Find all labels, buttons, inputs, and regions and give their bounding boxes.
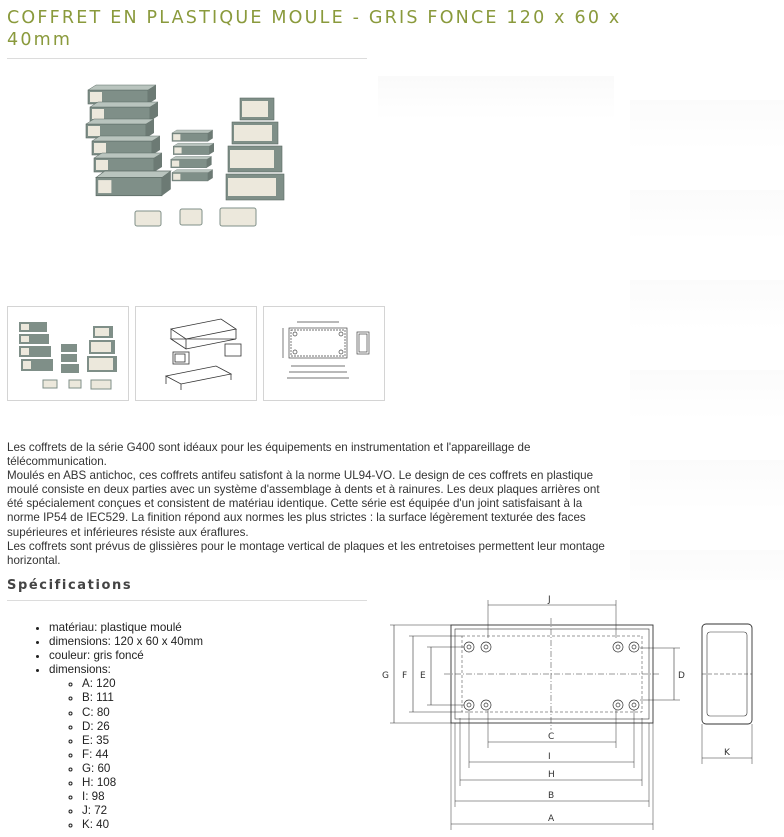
- specifications-list: [33, 621, 203, 832]
- dimension-sublist: [49, 677, 203, 832]
- enclosure-photo-icon: [13, 314, 123, 394]
- dimension-drawing-icon: [269, 314, 379, 394]
- product-title: COFFRET EN PLASTIQUE MOULE - GRIS FONCE 120 x 60 x 40mm: [7, 8, 622, 50]
- thumbnail-photo[interactable]: [7, 306, 129, 401]
- dimension-label-j: J: [548, 595, 551, 605]
- spec-item: • dimensions: 120 x 60 x 40mm: [49, 635, 203, 649]
- dimension-label-d: D: [678, 671, 685, 681]
- title-divider: [7, 58, 367, 59]
- dimension-item: ◦ J: 72: [82, 804, 203, 818]
- dimension-label-g: G: [382, 671, 389, 681]
- description-paragraph: Les coffrets sont prévus de glissières pour le montage vertical de plaques et les entretoises permettent leur montage horizontal.: [7, 539, 605, 567]
- dimension-label-e: E: [420, 671, 426, 681]
- faded-background-image: [630, 60, 784, 580]
- dimension-label-b: B: [548, 791, 555, 801]
- dimension-label-c: C: [548, 732, 555, 742]
- faded-image-strip: [378, 76, 614, 120]
- dimension-label-a: A: [548, 814, 555, 824]
- spec-item: • couleur: gris foncé: [49, 649, 203, 663]
- specifications-divider: [7, 600, 367, 601]
- dimension-item: ◦ B: 111: [82, 691, 203, 705]
- spec-item: • matériau: plastique moulé: [49, 621, 203, 635]
- dimension-item: ◦ G: 60: [82, 762, 203, 776]
- product-description: [7, 441, 607, 568]
- dimension-item: ◦ I: 98: [82, 790, 203, 804]
- description-paragraph: Les coffrets de la série G400 sont idéaux pour les équipements en instrumentation et l'appareillage de télécommunication.: [7, 441, 531, 469]
- dimension-item: ◦ D: 26: [82, 720, 203, 734]
- dimension-item: ◦ H: 108: [82, 776, 203, 790]
- dimension-item: ◦ E: 35: [82, 734, 203, 748]
- dimension-label-i: I: [548, 752, 551, 762]
- spec-item-label: dimensions:: [49, 663, 111, 677]
- dimension-item: ◦ C: 80: [82, 706, 203, 720]
- specifications-heading: Spécifications: [7, 578, 133, 593]
- product-main-image[interactable]: [80, 75, 300, 240]
- dimension-label-k: K: [724, 748, 730, 758]
- description-paragraph: Moulés en ABS antichoc, ces coffrets antifeu satisfont à la norme UL94-VO. Le design de ces coffrets en plastique moulé consiste en deux parties avec un système d'assemblage à dents et à rainures. Les deux plaques arrières ont été spécialement conçues et consistent de matériau identique. Cette série est équipée d'un joint satisfaisant à la norme IP54 de IEC529. La finition répond aux normes les plus strictes : la surface légèrement texturée des faces supérieures et inférieures résiste aux éraflures.: [7, 469, 600, 539]
- dimension-item: ◦ F: 44: [82, 748, 203, 762]
- thumbnail-dimension-drawing[interactable]: [263, 306, 385, 401]
- dimension-drawing: [380, 588, 784, 837]
- dimension-item: ◦ A: 120: [82, 677, 203, 691]
- exploded-drawing-icon: [141, 314, 251, 394]
- dimension-label-h: H: [548, 770, 555, 780]
- spec-item-dimensions: [49, 663, 203, 832]
- dimension-item: ◦ K: 40: [82, 818, 203, 832]
- thumbnail-exploded-view[interactable]: [135, 306, 257, 401]
- dimension-label-f: F: [402, 671, 408, 681]
- thumbnail-gallery: [7, 306, 385, 401]
